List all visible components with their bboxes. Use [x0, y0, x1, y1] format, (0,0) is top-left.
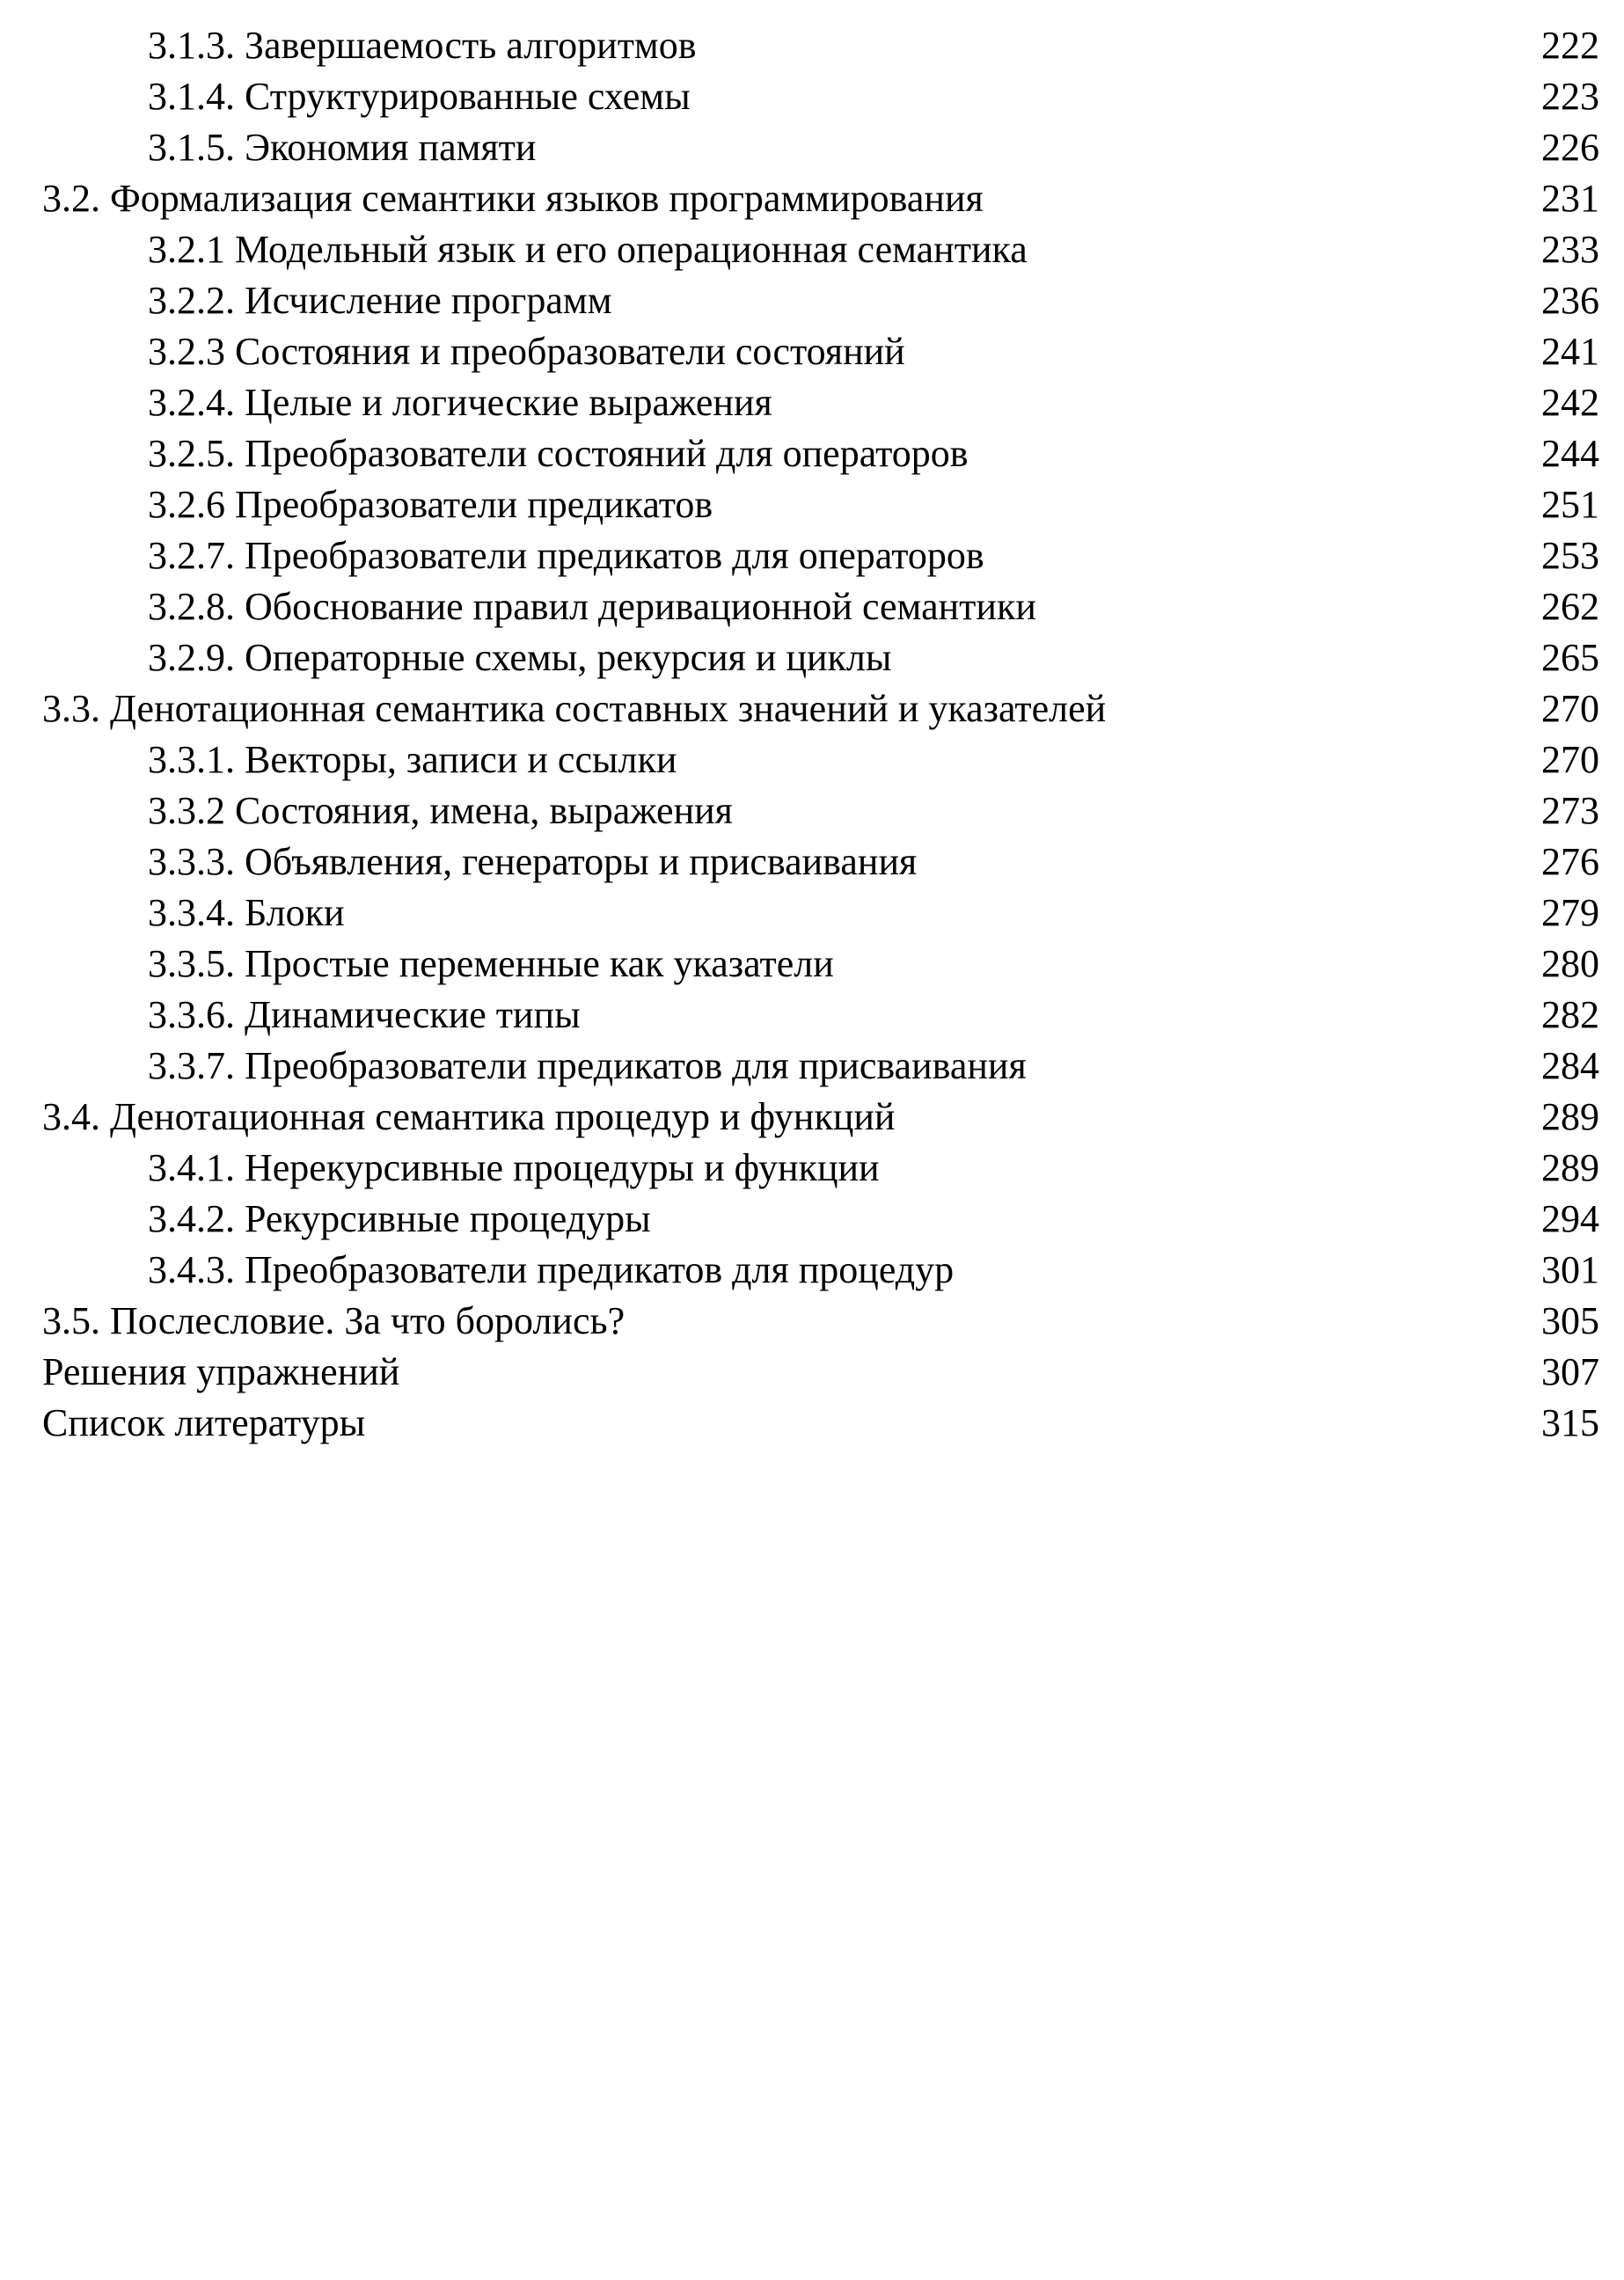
toc-entry: [0, 635, 1624, 686]
toc-entry-title: 3.3.2 Состояния, имена, выражения: [148, 789, 733, 832]
toc-entry-page-number: 223: [1541, 75, 1599, 118]
toc-entry-title: 3.2.5. Преобразователи состояний для операторов: [148, 432, 969, 475]
toc-entry-page-number: 273: [1541, 789, 1599, 832]
toc-entry: [0, 329, 1624, 380]
table-of-contents: [0, 23, 1624, 1451]
toc-entry-page-number: 222: [1541, 24, 1599, 67]
toc-entry-page-number: 233: [1541, 228, 1599, 271]
toc-entry: [0, 533, 1624, 584]
toc-entry-title: 3.2.9. Операторные схемы, рекурсия и циклы: [148, 636, 892, 679]
toc-entry-page-number: 301: [1541, 1248, 1599, 1291]
toc-entry-title: 3.3.5. Простые переменные как указатели: [148, 942, 834, 985]
toc-entry-title: Решения упражнений: [42, 1350, 400, 1393]
toc-entry: [0, 227, 1624, 278]
toc-entry-title: 3.1.3. Завершаемость алгоритмов: [148, 24, 697, 67]
toc-entry-page-number: 241: [1541, 330, 1599, 373]
toc-entry: [0, 431, 1624, 482]
toc-entry-page-number: 270: [1541, 687, 1599, 730]
toc-entry-title: 3.3.7. Преобразователи предикатов для присваивания: [148, 1044, 1027, 1087]
toc-entry: [0, 380, 1624, 431]
toc-entry-page-number: 242: [1541, 381, 1599, 424]
toc-entry: [0, 584, 1624, 635]
toc-entry-page-number: 244: [1541, 432, 1599, 475]
toc-entry: [0, 125, 1624, 176]
toc-entry-title: 3.2.6 Преобразователи предикатов: [148, 483, 713, 526]
toc-entry: [0, 839, 1624, 890]
toc-entry: [0, 1247, 1624, 1298]
toc-entry-page-number: 276: [1541, 840, 1599, 883]
toc-entry-title: 3.4. Денотационная семантика процедур и функций: [42, 1095, 896, 1138]
toc-entry: [0, 74, 1624, 125]
toc-entry-title: 3.3. Денотационная семантика составных значений и указателей: [42, 687, 1107, 730]
toc-entry-page-number: 305: [1541, 1299, 1599, 1342]
toc-entry-page-number: 279: [1541, 891, 1599, 934]
toc-entry: [0, 1094, 1624, 1145]
toc-entry-page-number: 294: [1541, 1197, 1599, 1240]
toc-entry-title: 3.2.1 Модельный язык и его операционная семантика: [148, 228, 1028, 271]
toc-entry: [0, 278, 1624, 329]
toc-entry-title: 3.4.1. Нерекурсивные процедуры и функции: [148, 1146, 880, 1189]
toc-entry-page-number: 226: [1541, 126, 1599, 169]
toc-entry-page-number: 289: [1541, 1095, 1599, 1138]
toc-entry-title: 3.2.3 Состояния и преобразователи состояний: [148, 330, 905, 373]
toc-entry-page-number: 289: [1541, 1146, 1599, 1189]
toc-entry-title: 3.3.3. Объявления, генераторы и присваивания: [148, 840, 918, 883]
toc-entry-title: 3.3.6. Динамические типы: [148, 993, 581, 1036]
toc-entry-page-number: 265: [1541, 636, 1599, 679]
toc-entry-page-number: 284: [1541, 1044, 1599, 1087]
toc-entry-page-number: 236: [1541, 279, 1599, 322]
toc-entry: [0, 941, 1624, 992]
toc-entry: [0, 992, 1624, 1043]
toc-entry-title: 3.4.3. Преобразователи предикатов для процедур: [148, 1248, 955, 1291]
toc-entry: [0, 1298, 1624, 1349]
toc-entry: [0, 788, 1624, 839]
toc-entry-page-number: 270: [1541, 738, 1599, 781]
toc-entry: [0, 482, 1624, 533]
toc-entry-page-number: 282: [1541, 993, 1599, 1036]
toc-entry-title: 3.2. Формализация семантики языков программирования: [42, 177, 984, 220]
toc-entry-title: 3.2.8. Обоснование правил деривационной семантики: [148, 585, 1036, 628]
toc-entry: [0, 890, 1624, 941]
toc-entry: [0, 1145, 1624, 1196]
toc-entry-page-number: 315: [1541, 1401, 1599, 1444]
toc-entry-title: 3.1.5. Экономия памяти: [148, 126, 537, 169]
toc-entry-page-number: 307: [1541, 1350, 1599, 1393]
toc-entry: [0, 737, 1624, 788]
toc-entry-page-number: 251: [1541, 483, 1599, 526]
toc-entry-page-number: 262: [1541, 585, 1599, 628]
toc-entry-page-number: 253: [1541, 534, 1599, 577]
toc-entry: [0, 23, 1624, 74]
toc-entry-title: 3.4.2. Рекурсивные процедуры: [148, 1197, 651, 1240]
toc-entry-title: 3.5. Послесловие. За что боролись?: [42, 1299, 625, 1342]
toc-entry: [0, 1349, 1624, 1400]
toc-entry-title: 3.2.7. Преобразователи предикатов для операторов: [148, 534, 984, 577]
toc-entry-page-number: 231: [1541, 177, 1599, 220]
toc-entry: [0, 1400, 1624, 1451]
toc-entry: [0, 686, 1624, 737]
toc-entry-title: 3.2.2. Исчисление программ: [148, 279, 612, 322]
toc-entry-page-number: 280: [1541, 942, 1599, 985]
toc-entry-title: Список литературы: [42, 1401, 366, 1444]
toc-entry-title: 3.1.4. Структурированные схемы: [148, 75, 691, 118]
toc-entry: [0, 176, 1624, 227]
toc-entry-title: 3.3.1. Векторы, записи и ссылки: [148, 738, 677, 781]
toc-entry: [0, 1043, 1624, 1094]
toc-entry-title: 3.2.4. Целые и логические выражения: [148, 381, 772, 424]
toc-entry-title: 3.3.4. Блоки: [148, 891, 345, 934]
toc-entry: [0, 1196, 1624, 1247]
